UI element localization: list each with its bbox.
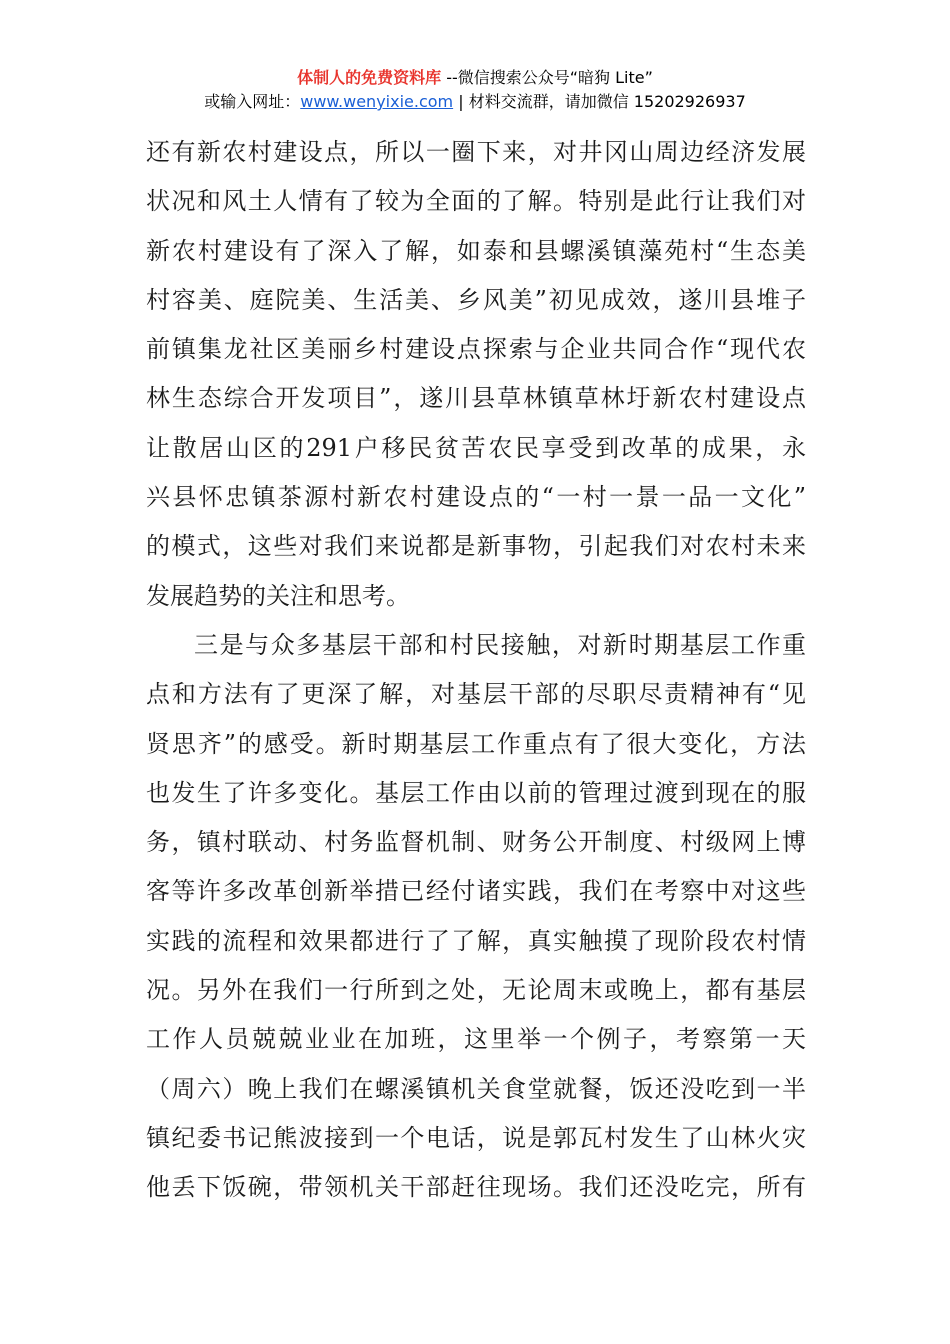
contact-text: | 材料交流群，请加微信 15202926937 bbox=[453, 92, 746, 111]
text-line: 况。另外在我们一行所到之处，无论周末或晚上，都有基层 bbox=[146, 976, 806, 1005]
text-line: 务，镇村联动、村务监督机制、财务公开制度、村级网上博 bbox=[146, 828, 806, 857]
site-prefix: 或输入网址： bbox=[204, 92, 301, 111]
text-line: 前镇集龙社区美丽乡村建设点探索与企业共同合作“现代农 bbox=[146, 335, 806, 364]
text-line: 兴县怀忠镇茶源村新农村建设点的“一村一景一品一文化” bbox=[146, 483, 806, 512]
text-line: 镇纪委书记熊波接到一个电话，说是郭瓦村发生了山林火灾 bbox=[146, 1123, 806, 1152]
text-line: 的模式，这些对我们来说都是新事物，引起我们对农村未来 bbox=[146, 532, 806, 561]
text-line: 他丢下饭碗，带领机关干部赶往现场。我们还没吃完，所有 bbox=[146, 1173, 806, 1202]
text-line: 新农村建设有了深入了解，如泰和县螺溪镇藻苑村“生态美 bbox=[146, 236, 806, 265]
page-header bbox=[0, 66, 950, 114]
text-line: 点和方法有了更深了解，对基层干部的尽职尽责精神有“见 bbox=[146, 680, 806, 709]
text-line: 也发生了许多变化。基层工作由以前的管理过渡到现在的服 bbox=[146, 778, 806, 807]
text-line: 三是与众多基层干部和村民接触，对新时期基层工作重 bbox=[194, 630, 806, 659]
text-line: 状况和风土人情有了较为全面的了解。特别是此行让我们对 bbox=[146, 187, 806, 216]
brand-title: 体制人的免费资料库 bbox=[297, 68, 442, 87]
text-line: 还有新农村建设点，所以一圈下来，对井冈山周边经济发展 bbox=[146, 138, 806, 166]
text-line: 林生态综合开发项目”，遂川县草林镇草林圩新农村建设点 bbox=[146, 384, 806, 413]
header-line-2 bbox=[0, 90, 950, 114]
text-line: 贤思齐”的感受。新时期基层工作重点有了很大变化，方法 bbox=[146, 729, 806, 758]
text-line: 发展趋势的关注和思考。 bbox=[146, 581, 410, 610]
text-line: （周六）晚上我们在螺溪镇机关食堂就餐，饭还没吃到一半 bbox=[146, 1074, 806, 1103]
text-line: 工作人员兢兢业业在加班，这里举一个例子，考察第一天 bbox=[146, 1025, 806, 1054]
text-line: 客等许多改革创新举措已经付诸实践，我们在考察中对这些 bbox=[146, 877, 806, 906]
header-line-1 bbox=[0, 66, 950, 90]
text-line: 村容美、庭院美、生活美、乡风美”初见成效，遂川县堆子 bbox=[146, 285, 806, 314]
wechat-text: --微信搜索公众号“暗狗 Lite” bbox=[441, 68, 653, 87]
document-body bbox=[146, 128, 806, 1213]
site-link[interactable]: www.wenyixie.com bbox=[300, 92, 454, 111]
text-line: 让散居山区的291户移民贫苦农民享受到改革的成果，永 bbox=[146, 433, 806, 462]
text-line: 实践的流程和效果都进行了了解，真实触摸了现阶段农村情 bbox=[146, 926, 806, 955]
